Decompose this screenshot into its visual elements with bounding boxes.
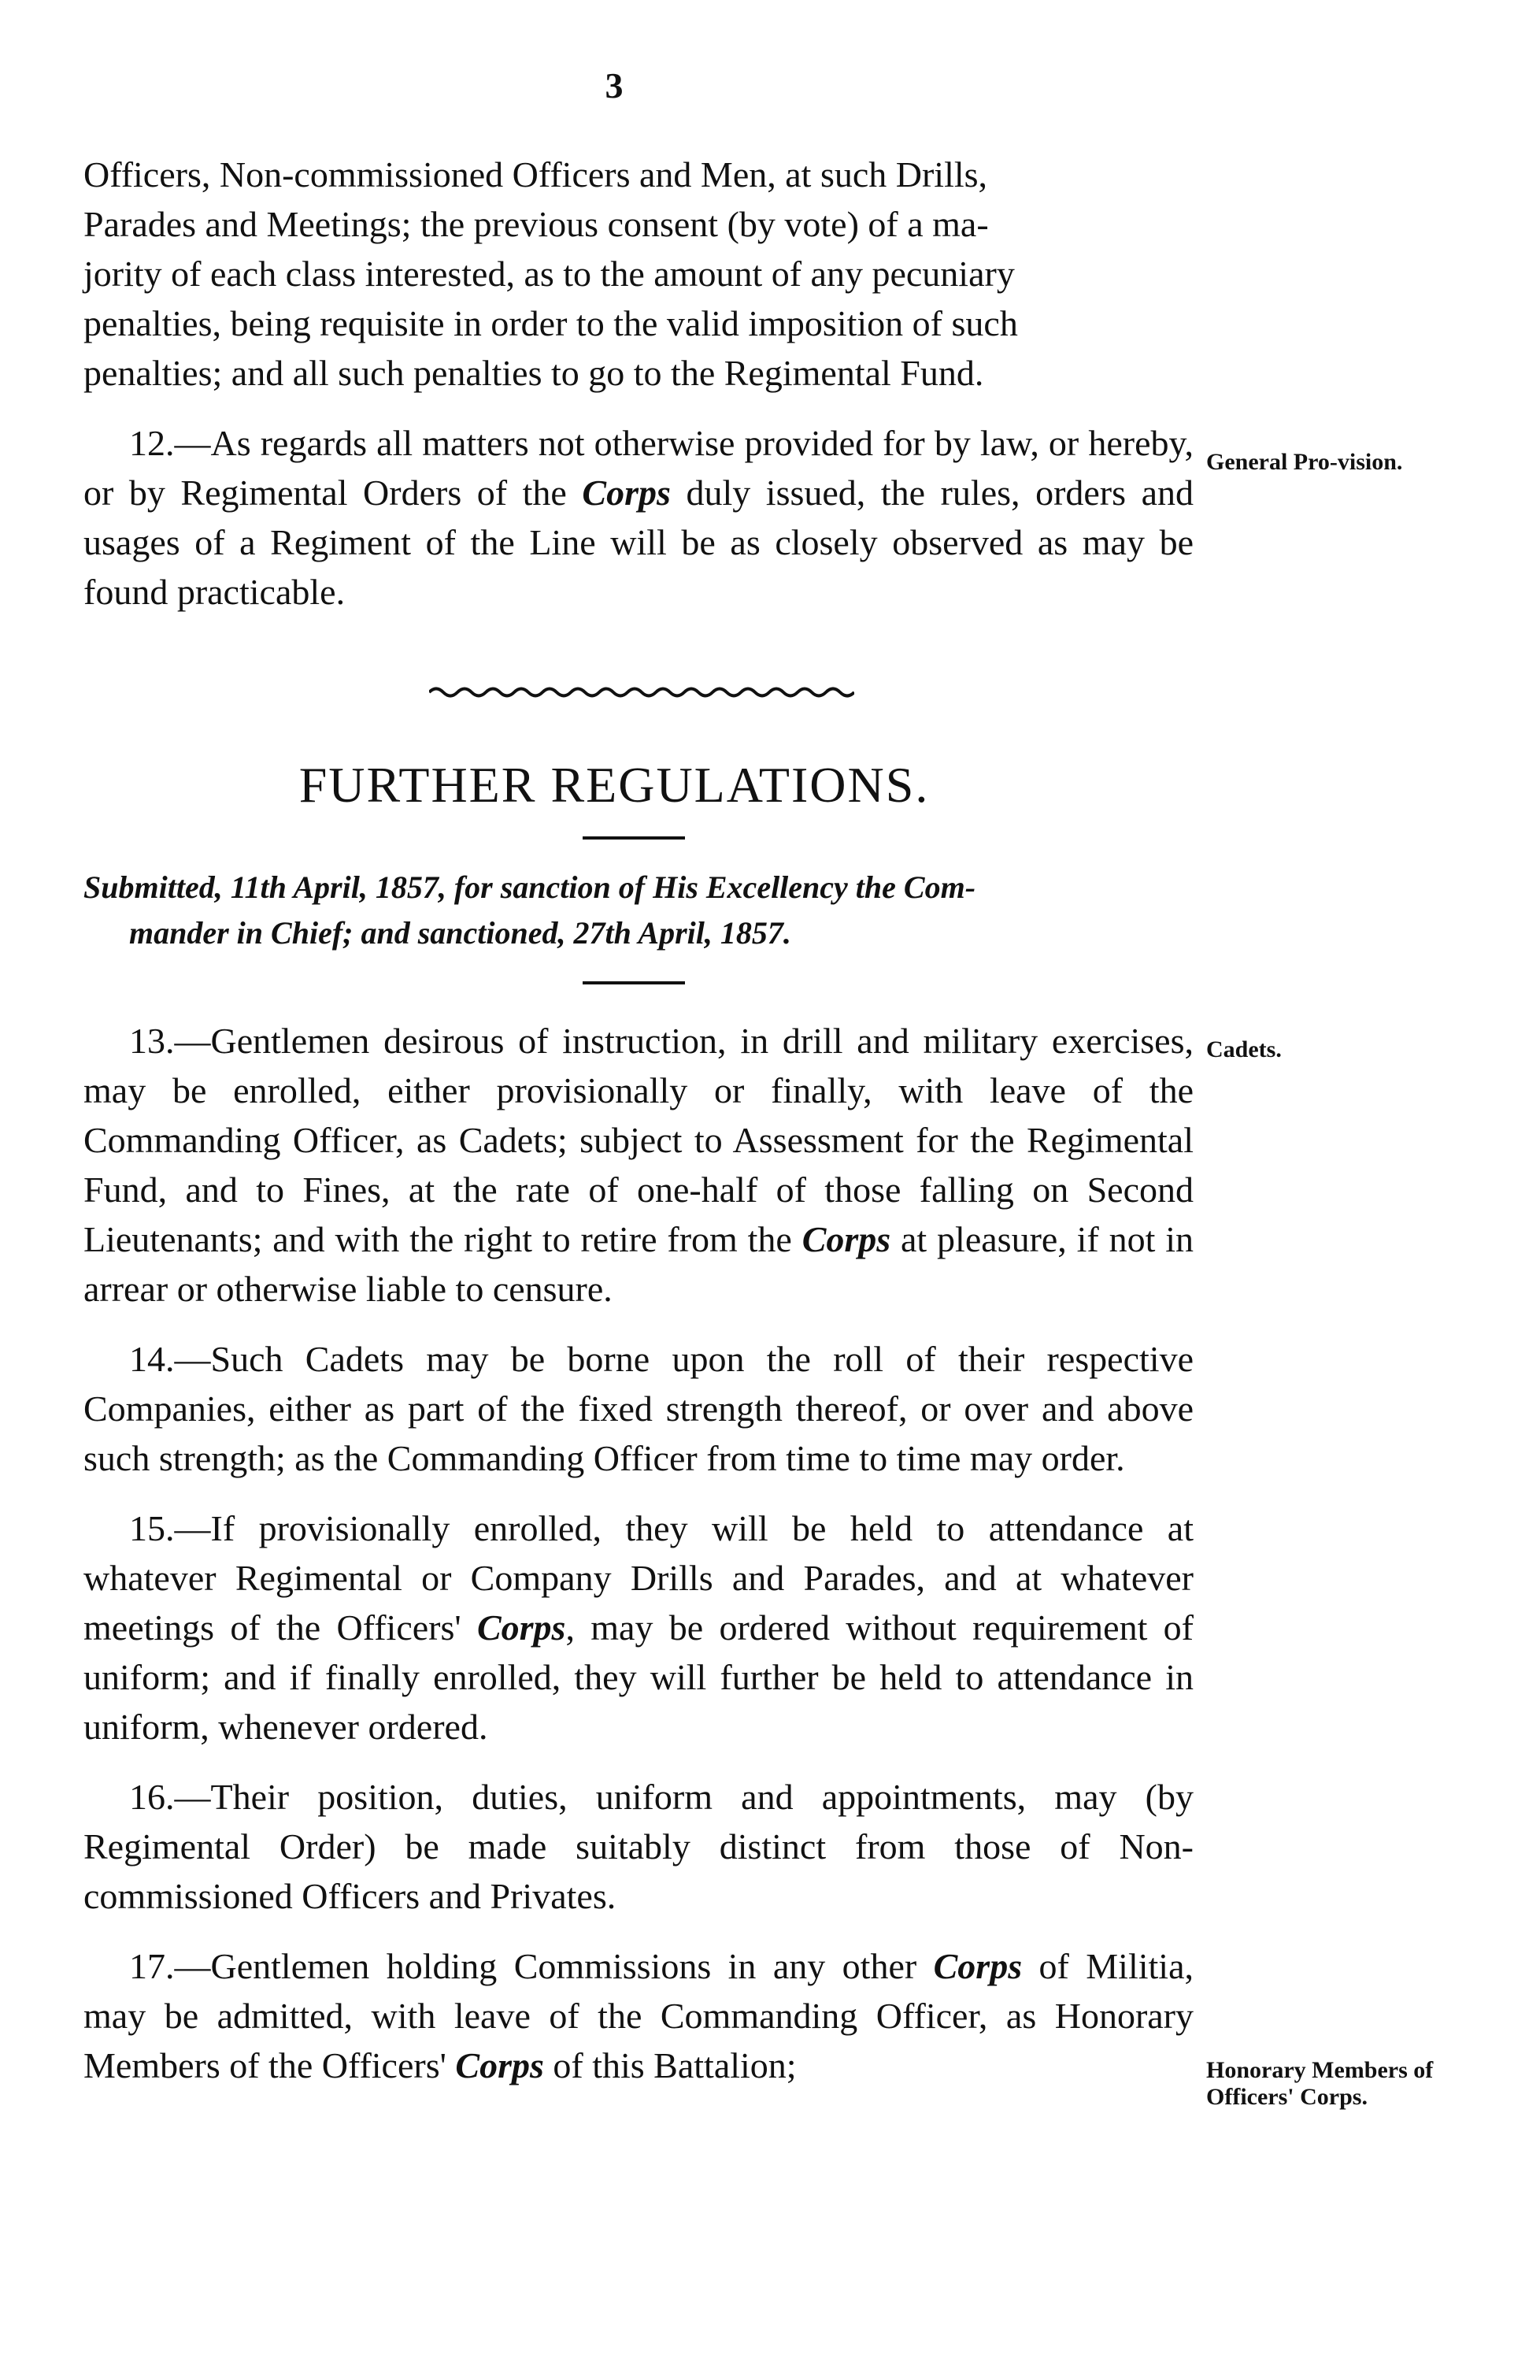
regulation-italic: Corps [801, 1219, 891, 1259]
regulation-text: —If provisionally enrolled, they will be held to attendance at whatever Regimental or Company Drills and Parades, and at whatever meetings of the Officers' [83, 1508, 1194, 1648]
section-italic: Corps [582, 473, 671, 513]
regulation-number: 15. [129, 1508, 175, 1548]
regulation-text: of Militia, may be admitted, with leave of the Commanding Officer, as Honorary Members of the Officers' [83, 1946, 1194, 2085]
regulation-text: , may be ordered without requirement of uniform; and if finally enrolled, they will further be held to attendance in uniform, whenever ordered. [83, 1607, 1194, 1747]
section-text: —As regards all matters not otherwise provided for by law, or hereby, or by Regimental Orders of the [83, 423, 1194, 513]
section-text: duly issued, the rules, orders and usages of a Regiment of the Line will be as closely observed as may be found practicable. [83, 473, 1194, 612]
regulation-17 [83, 1941, 1194, 2090]
section-heading: FURTHER REGULATIONS. [298, 757, 930, 813]
margin-note-general-provision: General Pro-vision. [1206, 449, 1403, 475]
margin-note-cadets: Cadets. [1206, 1036, 1282, 1062]
margin-note-honorary-members: Honorary Members of Officers' Corps. [1206, 2057, 1434, 2110]
regulation-italic: Corps [933, 1946, 1023, 1986]
regulation-text: at pleasure, if not in arrear or otherwise liable to censure. [83, 1219, 1194, 1309]
submitted-rule [583, 981, 685, 984]
regulation-italic: Corps [476, 1607, 566, 1648]
regulation-13 [83, 1016, 1194, 1314]
regulation-text: —Gentlemen desirous of instruction, in drill and military exercises, may be enrolled, either provisionally or finally, with leave of the Commanding Officer, as Cadets; subject to Assessment for the Regimental Fund, and to Fines, at the rate of one-half of those falling on Second Lieutenants; and with the right to retire from the [83, 1021, 1194, 1259]
continuation-line: Officers, Non-commissioned Officers and Men, at such Drills, [83, 154, 988, 195]
heading-rule [583, 836, 685, 840]
regulation-15 [83, 1503, 1194, 1752]
wavy-divider [429, 684, 854, 701]
regulation-number: 13. [129, 1021, 175, 1061]
continuation-line: penalties, being requisite in order to the valid imposition of such [83, 303, 1018, 343]
section-number: 12. [129, 423, 175, 463]
regulation-text: —Such Cadets may be borne upon the roll of their respective Companies, either as part of the fixed strength thereof, or over and above such strength; as the Commanding Officer from time to time may order. [83, 1339, 1194, 1478]
continuation-line: jority of each class interested, as to the amount of any pecuniary [83, 254, 1015, 294]
regulation-text: —Gentlemen holding Commissions in any other [174, 1946, 934, 1986]
continuation-line: Parades and Meetings; the previous consent (by vote) of a ma- [83, 204, 989, 244]
section-12 [83, 418, 1194, 617]
submitted-line-1: Submitted, 11th April, 1857, for sanction of His Excellency the Com- [83, 869, 976, 905]
submitted-line-2: mander in Chief; and sanctioned, 27th April, 1857. [129, 915, 791, 951]
regulation-text: of this Battalion; [543, 2045, 797, 2085]
regulation-16 [83, 1772, 1194, 1921]
regulation-14 [83, 1334, 1194, 1483]
submitted-note [83, 865, 1194, 956]
regulation-number: 17. [129, 1946, 175, 1986]
regulation-number: 16. [129, 1777, 175, 1817]
upper-text-block [83, 150, 1194, 617]
lower-text-block [83, 1016, 1194, 2090]
regulation-text: —Their position, duties, uniform and appointments, may (by Regimental Order) be made suitably distinct from those of Non-commissioned Officers and Privates. [83, 1777, 1194, 1916]
continuation-line: penalties; and all such penalties to go to the Regimental Fund. [83, 353, 984, 393]
regulation-italic: Corps [455, 2045, 544, 2085]
page-number: 3 [605, 65, 624, 106]
regulation-number: 14. [129, 1339, 175, 1379]
